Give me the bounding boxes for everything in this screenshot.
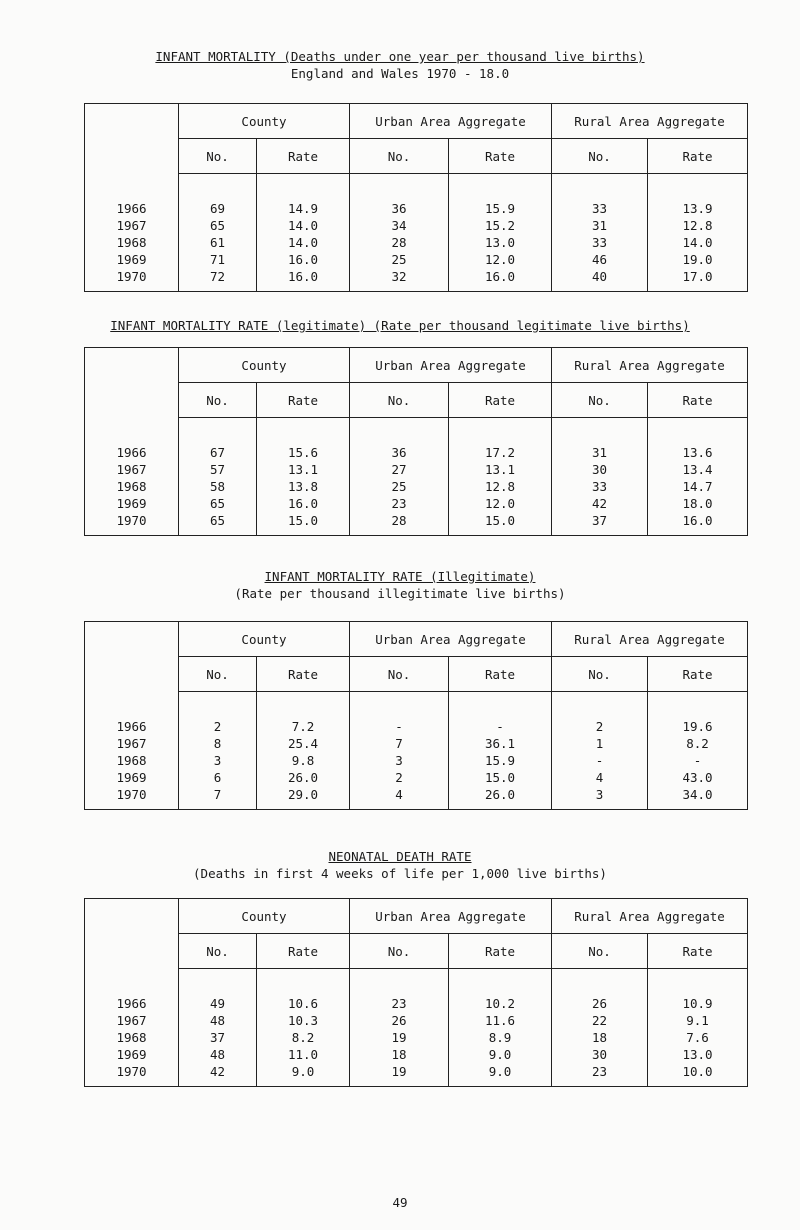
urban-header: Urban Area Aggregate <box>350 104 552 139</box>
rate-header: Rate <box>257 657 350 692</box>
county-no-value: 37 <box>209 1030 226 1045</box>
rural-rate-value: 10.9 <box>682 996 713 1011</box>
rural-no-value: 3 <box>595 787 604 802</box>
year-label: 1968 <box>116 753 147 768</box>
urban-rate-value: 36.1 <box>484 736 516 751</box>
rural-no-value: 33 <box>591 235 608 250</box>
no-header: No. <box>179 934 257 969</box>
rural-no-value: 33 <box>591 201 608 216</box>
urban-rate-column <box>449 969 552 1087</box>
rural-rate-column <box>648 692 748 810</box>
county-no-value: 65 <box>209 218 226 233</box>
title-line: (Deaths in first 4 weeks of life per 1,000 live births) <box>193 866 607 881</box>
county-no-column <box>179 969 257 1087</box>
corner-cell <box>85 657 179 692</box>
rate-header: Rate <box>257 934 350 969</box>
year-column <box>85 174 179 292</box>
urban-no-value: 18 <box>391 1047 407 1062</box>
corner-cell <box>85 348 179 383</box>
corner-cell <box>85 104 179 139</box>
rural-rate-column <box>648 174 748 292</box>
county-no-value: 72 <box>209 269 226 284</box>
table-section-4 <box>0 848 800 882</box>
table-title <box>0 848 800 882</box>
corner-cell <box>85 622 179 657</box>
rural-rate-value: 9.1 <box>686 1013 709 1028</box>
rural-rate-value: 7.6 <box>686 1030 709 1045</box>
urban-no-value: 26 <box>391 1013 407 1028</box>
rural-rate-value: 14.0 <box>682 235 713 250</box>
county-no-column <box>179 418 257 536</box>
rural-rate-value: 43.0 <box>682 770 713 785</box>
rural-no-value: 23 <box>591 1064 608 1079</box>
county-no-value: 65 <box>209 513 226 528</box>
legitimate-mortality-table <box>84 347 748 536</box>
title-line: INFANT MORTALITY (Deaths under one year per thousand live births) <box>155 49 645 64</box>
urban-rate-column <box>449 692 552 810</box>
year-label: 1970 <box>116 269 147 284</box>
title-line: (Rate per thousand illegitimate live births) <box>234 586 566 601</box>
county-no-value: 69 <box>209 201 226 216</box>
year-label: 1967 <box>116 218 147 233</box>
rural-rate-column <box>648 418 748 536</box>
urban-rate-value: 12.0 <box>484 252 516 267</box>
urban-rate-value: 15.9 <box>484 753 516 768</box>
rural-rate-value: 18.0 <box>682 496 713 511</box>
rate-header: Rate <box>449 934 552 969</box>
urban-no-value: 28 <box>391 235 407 250</box>
urban-rate-value: 11.6 <box>484 1013 516 1028</box>
county-no-value: 42 <box>209 1064 226 1079</box>
no-header: No. <box>350 383 449 418</box>
urban-rate-value: 13.1 <box>484 462 516 477</box>
rural-no-value: 1 <box>595 736 604 751</box>
year-label: 1968 <box>116 479 147 494</box>
year-label: 1968 <box>116 235 147 250</box>
rural-no-column <box>552 692 648 810</box>
rural-no-value: 40 <box>591 269 608 284</box>
year-label: 1966 <box>116 719 147 734</box>
urban-rate-column <box>449 174 552 292</box>
year-label: 1969 <box>116 770 147 785</box>
rural-rate-value: 10.0 <box>682 1064 713 1079</box>
rural-no-value: 31 <box>591 218 608 233</box>
no-header: No. <box>552 139 648 174</box>
rural-no-column <box>552 174 648 292</box>
county-no-value: 57 <box>209 462 226 477</box>
rural-rate-value: 14.7 <box>682 479 713 494</box>
urban-no-value: 7 <box>395 736 403 751</box>
title-line: NEONATAL DEATH RATE <box>328 849 472 864</box>
table-section-2 <box>0 317 800 334</box>
county-rate-value: 7.2 <box>291 719 315 734</box>
county-rate-value: 25.4 <box>287 736 319 751</box>
county-rate-column <box>257 418 350 536</box>
urban-header: Urban Area Aggregate <box>350 899 552 934</box>
county-rate-value: 9.8 <box>291 753 315 768</box>
no-header: No. <box>552 383 648 418</box>
urban-rate-value: 12.0 <box>484 496 516 511</box>
urban-no-column <box>350 418 449 536</box>
year-label: 1967 <box>116 736 147 751</box>
county-rate-value: 16.0 <box>287 269 319 284</box>
no-header: No. <box>350 657 449 692</box>
county-no-value: 8 <box>213 736 222 751</box>
urban-rate-value: 9.0 <box>488 1047 512 1062</box>
urban-rate-value: 15.0 <box>484 513 516 528</box>
urban-rate-value: 17.2 <box>484 445 516 460</box>
urban-no-value: 3 <box>395 753 403 768</box>
urban-no-value: 28 <box>391 513 407 528</box>
urban-rate-value: 15.9 <box>484 201 516 216</box>
rural-no-value: 46 <box>591 252 608 267</box>
corner-cell <box>85 383 179 418</box>
county-header: County <box>179 899 350 934</box>
rural-no-value: 18 <box>591 1030 608 1045</box>
year-column <box>85 969 179 1087</box>
urban-no-value: 34 <box>391 218 407 233</box>
county-header: County <box>179 104 350 139</box>
year-label: 1969 <box>116 496 147 511</box>
no-header: No. <box>179 383 257 418</box>
urban-no-value: 19 <box>391 1064 407 1079</box>
urban-no-value: 25 <box>391 252 407 267</box>
rate-header: Rate <box>449 383 552 418</box>
county-no-column <box>179 692 257 810</box>
county-rate-value: 13.8 <box>287 479 319 494</box>
rural-rate-value: 13.6 <box>682 445 713 460</box>
rural-no-value: 30 <box>591 462 608 477</box>
rural-rate-value: 19.6 <box>682 719 713 734</box>
illegitimate-mortality-table <box>84 621 748 810</box>
urban-rate-value: 15.2 <box>484 218 516 233</box>
rural-rate-value: 13.9 <box>682 201 713 216</box>
rural-no-value: 22 <box>591 1013 608 1028</box>
rural-no-value: 37 <box>591 513 608 528</box>
table-title <box>0 48 800 82</box>
county-no-value: 48 <box>209 1013 226 1028</box>
rural-rate-value: 12.8 <box>682 218 713 233</box>
rate-header: Rate <box>257 383 350 418</box>
rate-header: Rate <box>449 657 552 692</box>
year-column <box>85 692 179 810</box>
urban-no-column <box>350 174 449 292</box>
county-rate-value: 29.0 <box>287 787 319 802</box>
urban-no-value: 27 <box>391 462 407 477</box>
urban-no-value: - <box>395 719 403 734</box>
title-line: INFANT MORTALITY RATE (Illegitimate) <box>264 569 536 584</box>
year-label: 1969 <box>116 252 147 267</box>
urban-rate-value: - <box>496 719 504 734</box>
county-header: County <box>179 348 350 383</box>
urban-no-column <box>350 969 449 1087</box>
county-no-value: 65 <box>209 496 226 511</box>
county-rate-value: 26.0 <box>287 770 319 785</box>
no-header: No. <box>350 139 449 174</box>
urban-rate-value: 13.0 <box>484 235 516 250</box>
urban-no-value: 4 <box>395 787 403 802</box>
rural-header: Rural Area Aggregate <box>552 104 748 139</box>
rural-rate-value: 17.0 <box>682 269 713 284</box>
infant-mortality-table <box>84 103 748 292</box>
urban-header: Urban Area Aggregate <box>350 622 552 657</box>
county-header: County <box>179 622 350 657</box>
county-rate-value: 14.0 <box>287 218 319 233</box>
rural-rate-value: 19.0 <box>682 252 713 267</box>
county-rate-value: 15.6 <box>287 445 319 460</box>
corner-cell <box>85 899 179 934</box>
rural-no-value: - <box>595 753 604 768</box>
no-header: No. <box>179 139 257 174</box>
rural-no-value: 33 <box>591 479 608 494</box>
county-no-value: 67 <box>209 445 226 460</box>
title-line: England and Wales 1970 - 18.0 <box>290 66 510 81</box>
year-label: 1966 <box>116 996 147 1011</box>
rural-no-value: 2 <box>595 719 604 734</box>
title-line: INFANT MORTALITY RATE (legitimate) (Rate per thousand legitimate live births) <box>110 318 690 333</box>
urban-rate-value: 10.2 <box>484 996 516 1011</box>
year-label: 1969 <box>116 1047 147 1062</box>
county-no-value: 3 <box>213 753 222 768</box>
urban-rate-value: 8.9 <box>488 1030 512 1045</box>
urban-no-value: 36 <box>391 201 407 216</box>
county-rate-value: 15.0 <box>287 513 319 528</box>
rural-no-value: 4 <box>595 770 604 785</box>
no-header: No. <box>350 934 449 969</box>
county-rate-column <box>257 692 350 810</box>
rate-header: Rate <box>648 383 748 418</box>
county-rate-value: 10.6 <box>287 996 319 1011</box>
rural-no-value: 31 <box>591 445 608 460</box>
rural-no-value: 30 <box>591 1047 608 1062</box>
urban-no-value: 32 <box>391 269 407 284</box>
county-rate-value: 14.9 <box>287 201 319 216</box>
county-no-value: 49 <box>209 996 226 1011</box>
no-header: No. <box>552 657 648 692</box>
county-rate-value: 16.0 <box>287 496 319 511</box>
rate-header: Rate <box>257 139 350 174</box>
year-label: 1966 <box>116 445 147 460</box>
urban-rate-value: 16.0 <box>484 269 516 284</box>
rural-no-column <box>552 418 648 536</box>
county-rate-value: 9.0 <box>291 1064 315 1079</box>
urban-rate-value: 26.0 <box>484 787 516 802</box>
urban-no-value: 23 <box>391 996 407 1011</box>
rate-header: Rate <box>648 139 748 174</box>
rural-rate-column <box>648 969 748 1087</box>
county-rate-value: 8.2 <box>291 1030 315 1045</box>
rural-header: Rural Area Aggregate <box>552 899 748 934</box>
year-label: 1967 <box>116 1013 147 1028</box>
corner-cell <box>85 139 179 174</box>
urban-header: Urban Area Aggregate <box>350 348 552 383</box>
urban-no-value: 2 <box>395 770 403 785</box>
year-label: 1970 <box>116 787 147 802</box>
year-label: 1970 <box>116 513 147 528</box>
year-label: 1966 <box>116 201 147 216</box>
corner-cell <box>85 934 179 969</box>
urban-rate-value: 15.0 <box>484 770 516 785</box>
rural-rate-value: 8.2 <box>686 736 709 751</box>
county-rate-column <box>257 969 350 1087</box>
rate-header: Rate <box>648 657 748 692</box>
county-no-value: 6 <box>213 770 222 785</box>
county-rate-value: 10.3 <box>287 1013 319 1028</box>
rate-header: Rate <box>449 139 552 174</box>
county-no-value: 58 <box>209 479 226 494</box>
rural-rate-value: - <box>693 753 702 768</box>
neonatal-death-table <box>84 898 748 1087</box>
year-label: 1970 <box>116 1064 147 1079</box>
year-column <box>85 418 179 536</box>
rural-no-column <box>552 969 648 1087</box>
table-section-3 <box>0 568 800 602</box>
county-rate-value: 14.0 <box>287 235 319 250</box>
rural-header: Rural Area Aggregate <box>552 622 748 657</box>
table-section-1 <box>0 48 800 82</box>
rural-rate-value: 16.0 <box>682 513 713 528</box>
county-no-value: 48 <box>209 1047 226 1062</box>
urban-rate-column <box>449 418 552 536</box>
table-title <box>0 568 800 602</box>
no-header: No. <box>552 934 648 969</box>
rural-no-value: 26 <box>591 996 608 1011</box>
no-header: No. <box>179 657 257 692</box>
county-no-column <box>179 174 257 292</box>
county-no-value: 61 <box>209 235 226 250</box>
urban-no-value: 23 <box>391 496 407 511</box>
county-no-value: 71 <box>209 252 226 267</box>
county-rate-value: 13.1 <box>287 462 319 477</box>
urban-no-value: 25 <box>391 479 407 494</box>
rural-rate-value: 13.4 <box>682 462 713 477</box>
year-label: 1968 <box>116 1030 147 1045</box>
county-no-value: 2 <box>213 719 222 734</box>
urban-rate-value: 9.0 <box>488 1064 512 1079</box>
year-label: 1967 <box>116 462 147 477</box>
rural-rate-value: 13.0 <box>682 1047 713 1062</box>
urban-no-value: 36 <box>391 445 407 460</box>
page-number: 49 <box>392 1195 408 1210</box>
county-no-value: 7 <box>213 787 222 802</box>
county-rate-value: 11.0 <box>287 1047 319 1062</box>
county-rate-column <box>257 174 350 292</box>
urban-rate-value: 12.8 <box>484 479 516 494</box>
county-rate-value: 16.0 <box>287 252 319 267</box>
rural-no-value: 42 <box>591 496 608 511</box>
urban-no-value: 19 <box>391 1030 407 1045</box>
urban-no-column <box>350 692 449 810</box>
rural-rate-value: 34.0 <box>682 787 713 802</box>
rate-header: Rate <box>648 934 748 969</box>
rural-header: Rural Area Aggregate <box>552 348 748 383</box>
table-title <box>0 317 800 334</box>
